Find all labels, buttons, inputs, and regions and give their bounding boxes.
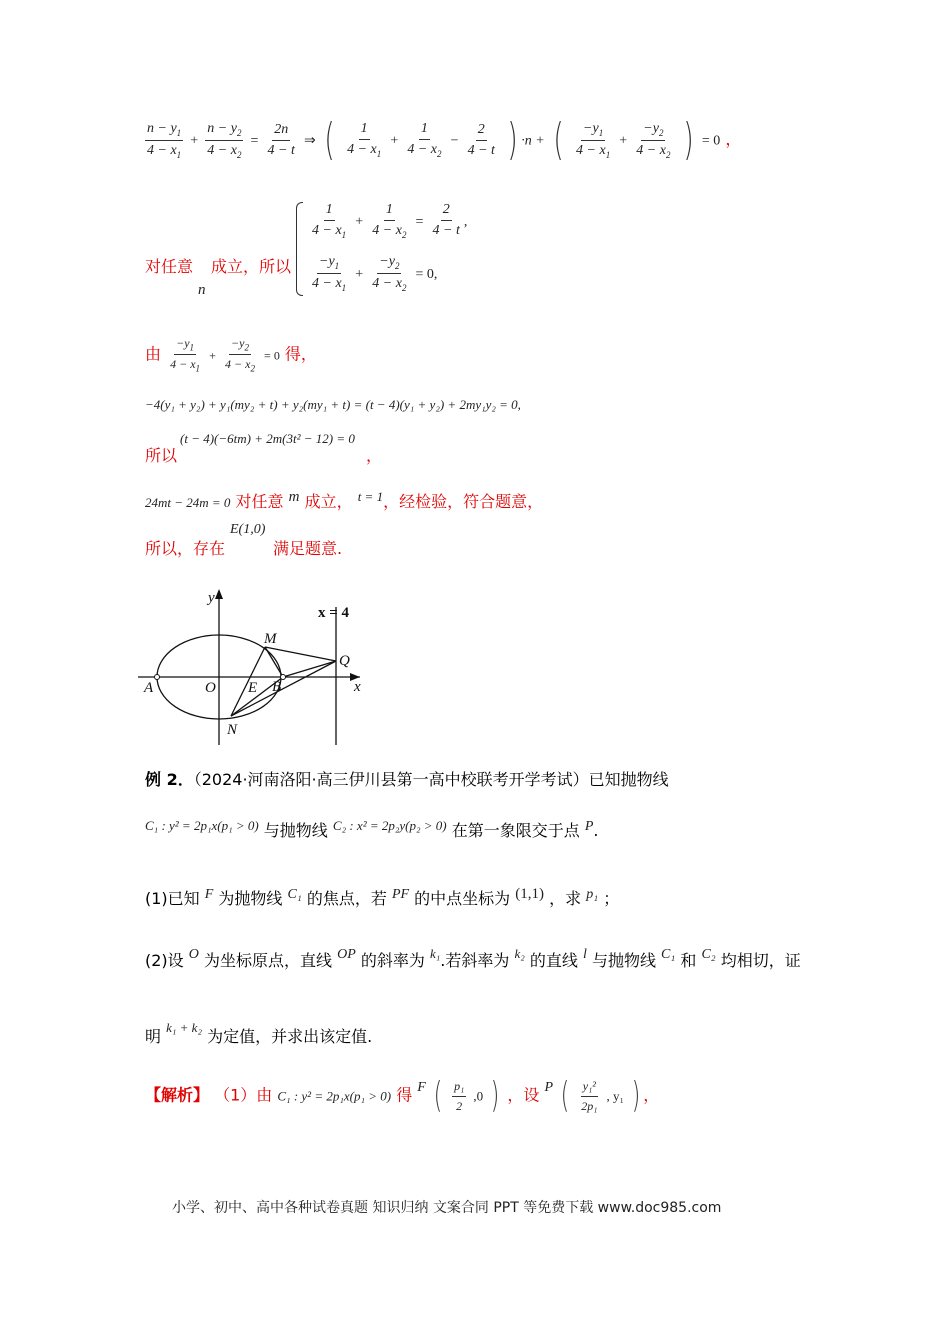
equation-line-4: −4(y₁ + y₂) + y₁(my₂ + t) + y₂(my₁ + t) = (t − 4)(y₁ + y₂) + 2my₁y₂ = 0, [145,397,521,412]
label-b: B [272,679,282,695]
system-row-2: $\frac{-y_1}{4 - x_1}$ + $\frac{-y_2}{4 - x_2}$ = 0, [312,254,438,293]
dot-n: ·n + [521,133,545,149]
example-2-heading: 例 2．（2024·河南洛阳·高三伊川县第一高中校联考开学考试）已知抛物线 [145,770,669,789]
text-so-exists: 所以，存在 [145,539,226,558]
fraction: $\frac{2}{4 - t}$ [467,121,495,158]
solution-tag: 【解析】 [145,1085,210,1105]
implies: ⇒ [303,133,316,149]
fraction: $\frac{2n}{4 - t}$ [267,121,295,158]
ellipse-figure [138,585,370,745]
fraction: $\frac{-y_2}{4 - x_2}$ [636,120,671,160]
point-e: E(1,0) [230,522,266,537]
equals-zero: = 0 [701,133,721,149]
label-m: M [264,631,277,647]
label-y: y [208,590,215,606]
equation-line-1: $\frac{n - y_1}{4 - x_1}$ + $\frac{n - y_2}{4 - x_2}$ = $\frac{2n}{4 - t}$ ⇒ ( $\frac{1}{4 - x_1}$ + $\frac{1}{4 - x_2}$ − $\frac{2}{4 - t}$ ) ·n + ( $\frac{-y_1}{4 - x_1}$ + $\frac{-y_2}{4 - x_2}$ ) = 0 ， [147,114,742,165]
text-satisfies: 满足题意. [273,539,343,558]
text-for-any-n: 对任意 成立，所以 [145,257,292,276]
label-e: E [248,680,258,696]
text-so: 所以 [145,446,178,465]
paren-open: ( [324,114,335,165]
label-q: Q [339,653,350,669]
fraction: $\frac{-y_1}{4 - x_1}$ [576,120,611,160]
plus: + [190,133,199,149]
label-x: x [354,679,361,695]
question-1: (1)已知 F 为抛物线 C₁ 的焦点，若 PF 的中点坐标为 (1,1) ，求 p₁ ； [145,886,620,908]
page-footer: 小学、初中、高中各种试卷真题 知识归纳 文案合同 PPT 等免费下载 www.doc985.com [172,1200,722,1216]
fraction: $\frac{1}{4 - x_2}$ [407,121,442,159]
fraction: $\frac{n - y_1}{4 - x_1}$ [147,120,182,160]
label-a: A [144,680,154,696]
example-2-line-2: $^{C_1 : y^2 = 2p_1x(p_1 > 0)}$ 与抛物线 $^{C_2 : x^2 = 2p_2y(p_2 > 0)}$ 在第一象限交于点 P. [145,818,599,840]
question-2: (2)设 O 为坐标原点，直线 OP 的斜率为 $^{k_1}$.若斜率为 $^{k_2}$ 的直线 l 与抛物线 C₁ 和 C₂ 均相切，证 [145,946,801,970]
equals: = [250,133,259,149]
label-line-x4: x = 4 [318,605,350,621]
comma: ， [366,446,383,465]
point-b-marker [281,675,286,680]
fraction: $\frac{1}{4 - x_1}$ [347,121,382,159]
brace-system [296,202,303,296]
var-n: n [198,282,206,298]
y-axis-arrow [215,589,223,599]
system-row-1: $\frac{1}{4 - x_1}$ + $\frac{1}{4 - x_2}$ = $\frac{2}{4 - t}$ , [312,202,468,240]
label-n: N [227,722,238,738]
label-o: O [205,680,216,696]
comma: ， [725,129,742,149]
paren-open: ( [553,114,564,165]
fraction: $\frac{n - y_2}{4 - x_2}$ [207,120,242,160]
minus: − [450,133,459,149]
paren-close: ) [507,114,518,165]
solution-line: 【解析】 （1）由 C₁ : y² = 2p₁x(p₁ > 0) 得 F ( $\frac{\text{p₁}}{2}$ ,0 ) ，设 P ( $\frac{\text{y₁²}}{\text{2p₁}}$ , y₁ ) ， [145,1075,660,1116]
point-a-marker [155,675,160,680]
question-2-continued: 明 $^{k_1 + k_2}$ 为定值，并求出该定值. [145,1020,373,1046]
segment-mb [265,647,283,677]
equation-line-3: 由 $\frac{-y_1}{4 - x_1}$ + $\frac{-y_2}{4 - x_2}$ = 0 得， [145,336,317,374]
segment-nq [231,661,336,716]
equation-line-5: (t − 4)(−6tm) + 2m(3t² − 12) = 0 [180,431,355,446]
paren-close: ) [682,114,694,165]
equation-line-6: 24mt − 24m = 0 对任意 m 成立， $^{t = 1}$，经检验，符合题意， [145,489,544,511]
